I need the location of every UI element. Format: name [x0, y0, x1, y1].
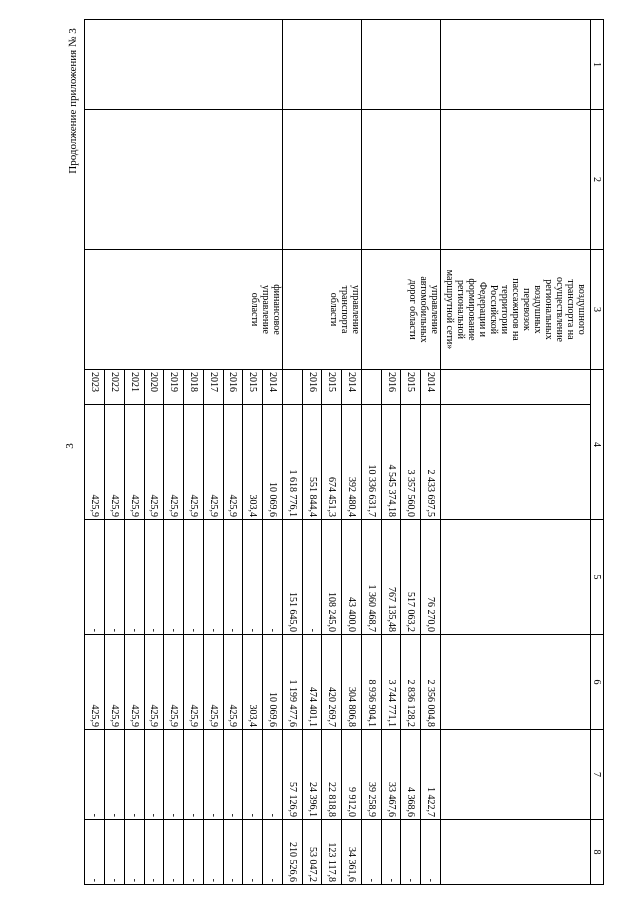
cell-col1 — [441, 20, 591, 110]
program-description-line: формирование — [466, 278, 477, 341]
other-cell: - — [381, 820, 401, 885]
other-cell: - — [184, 820, 204, 885]
cell-other — [441, 820, 591, 885]
program-description-line: территории — [499, 284, 510, 335]
other-cell: - — [144, 820, 164, 885]
regional-cell: 425,9 — [144, 635, 164, 730]
local-cell: - — [243, 730, 263, 820]
local-cell: 33 467,6 — [381, 730, 401, 820]
header-col-2: 2 — [591, 110, 604, 250]
cell-col2 — [282, 110, 361, 250]
federal-cell: - — [223, 520, 243, 635]
federal-cell: - — [243, 520, 263, 635]
regional-cell: 474 401,1 — [302, 635, 322, 730]
regional-cell: 2 836 128,2 — [401, 635, 421, 730]
total-cell: 392 480,4 — [342, 405, 362, 520]
regional-cell: 425,9 — [223, 635, 243, 730]
total-cell: 10 336 631,7 — [361, 405, 381, 520]
year-cell: 2020 — [144, 370, 164, 405]
total-cell: 425,9 — [203, 405, 223, 520]
year-cell — [361, 370, 381, 405]
table-row — [421, 20, 441, 885]
total-cell: 425,9 — [144, 405, 164, 520]
year-cell: 2021 — [124, 370, 144, 405]
regional-cell: 1 199 477,6 — [282, 635, 302, 730]
local-cell: - — [223, 730, 243, 820]
local-cell: - — [184, 730, 204, 820]
other-cell: - — [104, 820, 124, 885]
other-cell: 123 117,8 — [322, 820, 342, 885]
regional-cell: 3 744 771,1 — [381, 635, 401, 730]
federal-cell: - — [124, 520, 144, 635]
year-cell: 2017 — [203, 370, 223, 405]
executor-line: управление — [349, 285, 361, 334]
cell-federal — [441, 520, 591, 635]
total-cell: 425,9 — [184, 405, 204, 520]
federal-cell: - — [302, 520, 322, 635]
total-cell: 3 357 560,0 — [401, 405, 421, 520]
other-cell: 210 526,6 — [282, 820, 302, 885]
program-description-line: воздушного — [576, 284, 587, 335]
federal-cell: - — [203, 520, 223, 635]
program-description-line: маршрутной сети» — [444, 269, 455, 350]
header-col-1: 1 — [591, 20, 604, 110]
federal-cell: 1 360 468,7 — [361, 520, 381, 635]
program-description-line: региональных — [543, 279, 554, 340]
local-cell: 57 126,9 — [282, 730, 302, 820]
local-cell: 4 368,6 — [401, 730, 421, 820]
header-col-5: 5 — [591, 520, 604, 635]
federal-cell: 517 063,2 — [401, 520, 421, 635]
year-cell: 2018 — [184, 370, 204, 405]
year-cell — [282, 370, 302, 405]
federal-cell: - — [263, 520, 283, 635]
rotated-table-wrapper — [84, 19, 604, 884]
year-cell: 2015 — [322, 370, 342, 405]
local-cell: - — [144, 730, 164, 820]
table-body — [85, 20, 604, 885]
local-cell: - — [203, 730, 223, 820]
regional-cell: 425,9 — [203, 635, 223, 730]
regional-cell: 425,9 — [104, 635, 124, 730]
year-cell: 2016 — [302, 370, 322, 405]
executor-cell — [361, 250, 440, 370]
local-cell: - — [263, 730, 283, 820]
cell-col2 — [85, 110, 283, 250]
program-description-line: транспорта на — [565, 279, 576, 340]
header-row — [591, 20, 604, 885]
regional-cell: 425,9 — [184, 635, 204, 730]
local-cell: 39 258,9 — [361, 730, 381, 820]
cell-col1 — [361, 20, 440, 110]
other-cell: 53 047,2 — [302, 820, 322, 885]
other-cell: - — [164, 820, 184, 885]
program-description-line: региональной — [455, 279, 466, 340]
other-cell: - — [401, 820, 421, 885]
other-cell: - — [243, 820, 263, 885]
federal-cell: - — [85, 520, 105, 635]
federal-cell: 767 135,48 — [381, 520, 401, 635]
local-cell: - — [124, 730, 144, 820]
year-cell: 2022 — [104, 370, 124, 405]
program-description-line: перевозок — [521, 288, 532, 331]
header-col-6: 6 — [591, 635, 604, 730]
total-cell: 425,9 — [104, 405, 124, 520]
federal-cell: 43 400,0 — [342, 520, 362, 635]
local-cell: - — [164, 730, 184, 820]
regional-cell: 425,9 — [164, 635, 184, 730]
program-description-line: Федерации и — [477, 281, 488, 338]
total-cell: 2 433 697,5 — [421, 405, 441, 520]
year-cell: 2015 — [401, 370, 421, 405]
federal-cell: 108 245,0 — [322, 520, 342, 635]
year-cell: 2014 — [263, 370, 283, 405]
regional-cell: 420 269,7 — [322, 635, 342, 730]
cell-total — [441, 405, 591, 520]
year-cell: 2016 — [381, 370, 401, 405]
executor-line: области — [327, 292, 339, 327]
total-cell: 303,4 — [243, 405, 263, 520]
year-cell: 2014 — [421, 370, 441, 405]
header-col-8: 8 — [591, 820, 604, 885]
regional-cell: 8 936 904,1 — [361, 635, 381, 730]
cell-year — [441, 370, 591, 405]
continuation-note — [63, 0, 83, 200]
other-cell: - — [124, 820, 144, 885]
program-description-line: воздушных — [532, 285, 543, 334]
executor-line: управление — [259, 285, 271, 334]
program-description — [441, 250, 591, 370]
page-number: 3 — [64, 443, 76, 449]
local-cell: - — [85, 730, 105, 820]
executor-line: управление — [429, 285, 440, 334]
year-cell: 2019 — [164, 370, 184, 405]
local-cell: 9 912,0 — [342, 730, 362, 820]
total-cell: 4 545 374,18 — [381, 405, 401, 520]
year-cell: 2016 — [223, 370, 243, 405]
year-cell: 2023 — [85, 370, 105, 405]
total-cell: 425,9 — [223, 405, 243, 520]
budget-table — [84, 19, 604, 885]
executor-cell — [85, 250, 283, 370]
federal-cell: - — [104, 520, 124, 635]
cell-col1 — [282, 20, 361, 110]
program-description-line: пассажиров на — [510, 278, 521, 341]
cell-local — [441, 730, 591, 820]
total-cell: 425,9 — [124, 405, 144, 520]
executor-line: области — [248, 292, 260, 327]
other-cell: 34 361,6 — [342, 820, 362, 885]
federal-cell: 76 270,0 — [421, 520, 441, 635]
year-cell: 2014 — [342, 370, 362, 405]
header-col-3: 3 — [591, 250, 604, 370]
year-cell: 2015 — [243, 370, 263, 405]
regional-cell: 2 356 004,8 — [421, 635, 441, 730]
cell-col2 — [361, 110, 440, 250]
federal-cell: 151 645,0 — [282, 520, 302, 635]
cell-col1 — [85, 20, 283, 110]
executor-line: транспорта — [338, 285, 350, 334]
executor-line: финансовое — [270, 284, 282, 335]
other-cell: - — [263, 820, 283, 885]
total-cell: 425,9 — [164, 405, 184, 520]
local-cell: 24 396,1 — [302, 730, 322, 820]
executor-cell — [282, 250, 361, 370]
local-cell: 1 422,7 — [421, 730, 441, 820]
other-cell: - — [421, 820, 441, 885]
total-cell: 425,9 — [85, 405, 105, 520]
regional-cell: 303,4 — [243, 635, 263, 730]
cell-regional — [441, 635, 591, 730]
table-row — [263, 20, 283, 885]
program-description-line: Российской — [488, 284, 499, 335]
other-cell: - — [361, 820, 381, 885]
federal-cell: - — [184, 520, 204, 635]
total-cell: 551 844,4 — [302, 405, 322, 520]
regional-cell: 425,9 — [124, 635, 144, 730]
cell-col2 — [441, 110, 591, 250]
header-col-4: 4 — [591, 370, 604, 520]
header-col-7: 7 — [591, 730, 604, 820]
total-cell: 674 451,3 — [322, 405, 342, 520]
other-cell: - — [85, 820, 105, 885]
continuation-note-text: Продолжение приложения № 3 — [67, 28, 79, 174]
regional-cell: 425,9 — [85, 635, 105, 730]
federal-cell: - — [144, 520, 164, 635]
executor-line: дорог области — [407, 279, 418, 340]
other-cell: - — [223, 820, 243, 885]
regional-cell: 304 806,8 — [342, 635, 362, 730]
program-description-line: осуществление — [554, 277, 565, 342]
federal-cell: - — [164, 520, 184, 635]
regional-cell: 10 069,6 — [263, 635, 283, 730]
executor-line: автомобильных — [418, 276, 429, 343]
table-row — [342, 20, 362, 885]
intro-row — [441, 20, 591, 885]
total-cell: 10 069,6 — [263, 405, 283, 520]
local-cell: 22 818,8 — [322, 730, 342, 820]
total-cell: 1 618 776,1 — [282, 405, 302, 520]
other-cell: - — [203, 820, 223, 885]
local-cell: - — [104, 730, 124, 820]
